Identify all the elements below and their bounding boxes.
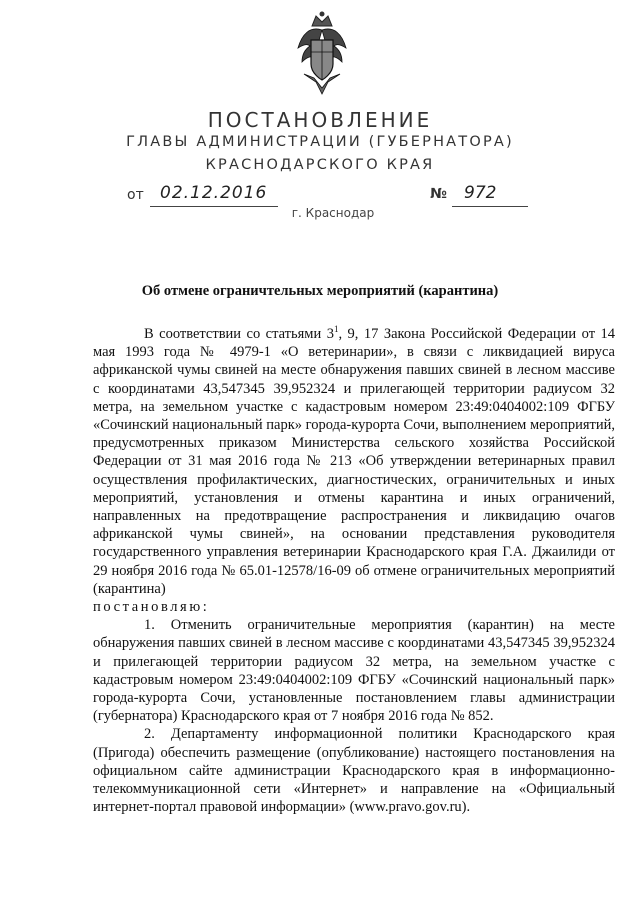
- coat-of-arms-emblem: [296, 8, 348, 96]
- handwritten-number: 972: [464, 183, 497, 203]
- date-label: от: [127, 187, 144, 203]
- issuer-heading: ГЛАВЫ АДМИНИСТРАЦИИ (ГУБЕРНАТОРА): [126, 134, 514, 150]
- clause-1: 1. Отменить ограничительные мероприятия (карантин) на месте обнаружения павших свиней в лесном массиве с координатами 43,547345 39,952324 и прилегающей территории радиусом 32 метра, на земельном участке с кадастровым номером 23:49:0404002:109 ФГБУ «Сочинский национальный парк» города-курорта Сочи, установленные постановлением главы администрации (губернатора) Краснодарского края от 7 ноября 2016 года № 852.: [93, 617, 615, 725]
- document-title: Об отмене ограничтельных мероприятий (карантина): [141, 283, 499, 299]
- handwritten-date: 02.12.2016: [160, 183, 268, 203]
- preamble-paragraph: [93, 325, 615, 598]
- clause-2: 2. Департаменту информационной политики Краснодарского края (Пригода) обеспечить размещение (опубликование) настоящего постановления на официальном сайте администрации Краснодарского края в информационно-телекоммуникационной сети «Интернет» и направление на «Официальный интернет-портал правовой информации» (www.pravo.gov.ru).: [93, 726, 615, 816]
- document-type-heading: ПОСТАНОВЛЕНИЕ: [207, 108, 433, 132]
- city-label: г. Краснодар: [291, 206, 375, 220]
- number-label: №: [430, 186, 447, 202]
- region-heading: КРАСНОДАРСКОГО КРАЯ: [205, 157, 435, 173]
- article-superscript: 1: [333, 324, 339, 335]
- preamble-start: В соответствии со статьями 3: [144, 326, 334, 342]
- document-body: [93, 325, 615, 816]
- preamble-text: , 9, 17 Закона Российской Федерации от 14 мая 1993 года № 4979-1 «О ветеринарии», в связи с ликвидацией вируса африканской чумы свиней на месте обнаружения павших свиней в лесном массиве с координатами 43,547345 39,952324 и прилегающей территории радиусом 32 метра, на земельном участке с кадастровым номером 23:49:0404002:109 ФГБУ «Сочинский национальный парк» города-курорта Сочи, выполнением мероприятий, предусмотренных приказом Министерства сельского хозяйства Российской Федерации от 31 мая 2016 года № 213 «Об утверждении ветеринарных правил осуществления профилактических, диагностических, ограничительных и иных мероприятий, установления и отмены карантина и иных ограничений, направленных на предотвращение распространения и ликвидацию очагов африканской чумы свиней», на основании представления руководителя государственного управления ветеринарии Краснодарского края Г.А. Джаилиди от 29 ноября 2016 года № 65.01-12578/16-09 об отмене ограничительных мероприятий (карантина): [93, 326, 615, 597]
- resolution-word: постановляю:: [93, 599, 210, 616]
